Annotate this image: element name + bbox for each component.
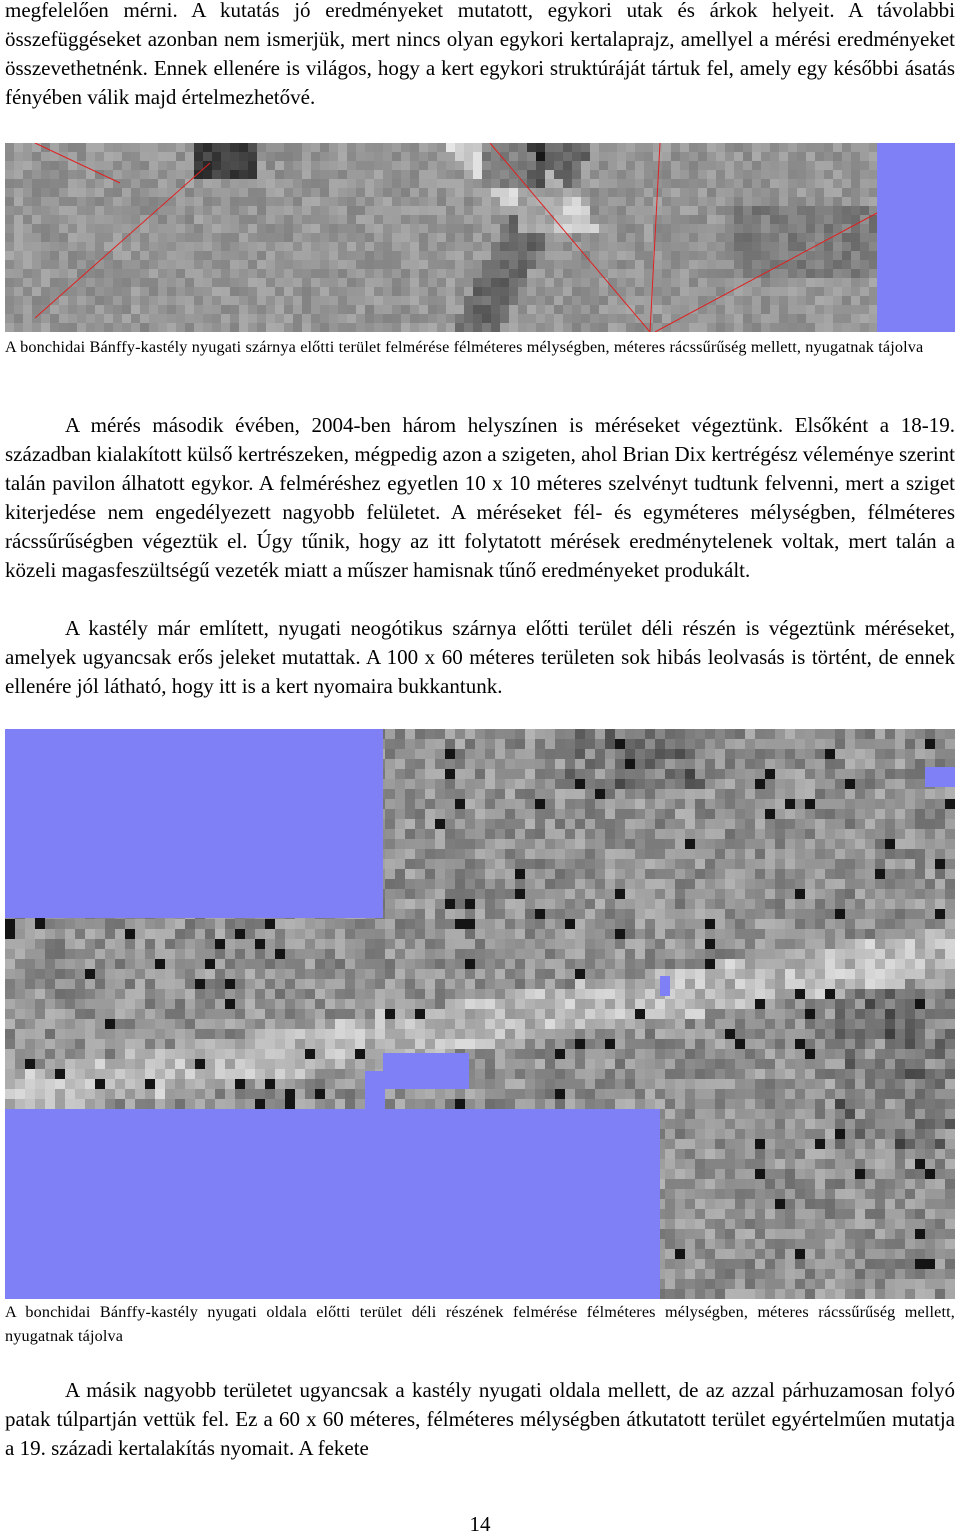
paragraph-west-wing-south: A kastély már említett, nyugati neogótikus szárnya előtti terület déli részén is végeztünk méréseket, amelyek ugyancsak erős jeleket mutattak. A 100 x 60 méteres területen sok hibás leolvasás is történt, de ennek ellenére jól látható, hogy itt is a kert nyomaira bukkantunk. [5,616,955,698]
no-data-area [365,1071,385,1111]
paragraph-intro: megfelelően mérni. A kutatás jó eredményeket mutatott, egykori utak és árkok helyeit. A távolabbi összefüggéseket azonban nem ismerjük, mert nincs olyan egykori kertalaprajz, amellyel a mérési eredményeket összevethetnénk. Ennek ellenére is világos, hogy a kert egykori struktúráját tártuk fel, amely egy későbbi ásatás fényében válik majd értelmezhetővé. [5,0,955,109]
page-number: 14 [469,1512,491,1536]
paragraph-other-area: A másik nagyobb területet ugyancsak a kastély nyugati oldala mellett, de az azzal párhuzamosan folyó patak túlpartján vettük fel. Ez a 60 x 60 méteres, félméteres mélységben átkutatott terület egyértelműen mutatja a 19. századi kertalakítás nyomait. A fekete [5,1378,955,1460]
no-data-area [5,729,383,918]
paragraph-second-year: A mérés második évében, 2004-ben három helyszínen is méréseket végeztünk. Elsőként a 18-19. században kialakított külső kertrészeken, mégpedig azon a szigeten, ahol Brian Dix kertrégész véleménye szerint talán pavilon álhatott egykor. A felméréshez egyetlen 10 x 10 méteres szelvényt tudtunk felvenni, mert a sziget kiterjedése nem engedélyezett nagyobb felületet. A méréseket fél- és egyméteres mélységben, félméteres rácssűrűségben végeztük el. Úgy tűnik, hogy az itt folytatott mérések eredménytelenek voltak, mert talán a közeli magasfeszültségű vezeték miatt a műszer hamisnak tűnő eredményeket produkált. [5,413,955,582]
no-data-area [5,1109,660,1299]
figure-1-caption: A bonchidai Bánffy-kastély nyugati szárnya előtti terület felmérése félméteres mélységben, méteres rácssűrűség mellett, nyugatnak tájolva [5,338,924,356]
survey-map-figure-1 [5,143,955,332]
survey-map-image-1 [5,143,955,332]
survey-pixels [5,143,955,332]
figure-2-caption: A bonchidai Bánffy-kastély nyugati oldala előtti terület déli részének felmérése félméteres mélységben, méteres rácssűrűség mellett, nyugatnak tájolva [5,1303,955,1345]
no-data-area [925,767,955,787]
survey-map-image-2 [5,729,955,1299]
survey-map-figure-2 [5,729,955,1299]
no-data-area [877,143,955,332]
no-data-area [660,976,670,996]
no-data-area [383,1053,469,1089]
